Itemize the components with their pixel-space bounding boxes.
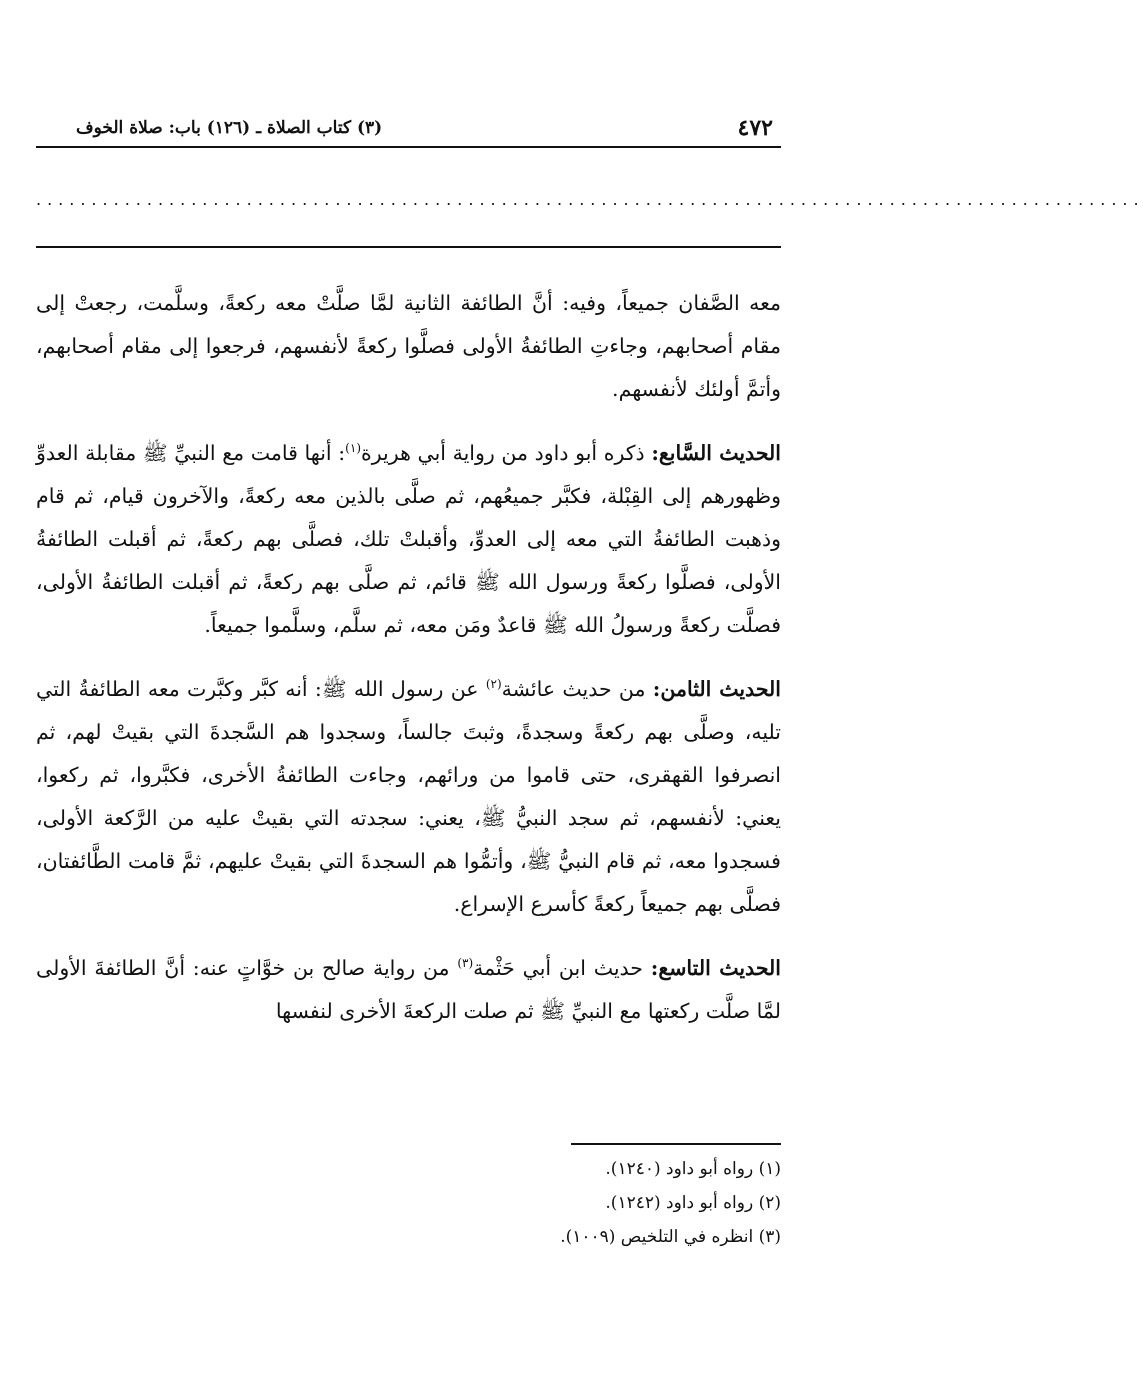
hadith-8-text-b: عن رسول الله ﷺ: أنه كبَّر وكبَّرت معه الطائفةُ التي تليه، وصلَّى بهم ركعةً وسجدةً، وثبتَ جالساً، وسجدوا هم السَّجدةَ التي بقيتْ لهم، ثم انصرفوا القهقرى، حتى قاموا من ورائهم، وجاءت الطائفةُ الأخرى، فكبَّروا، ثم ركعوا، يعني: لأنفسهم، ثم سجد النبيُّ ﷺ، يعني: سجدته التي بقيتْ عليه من الرَّكعة الأولى، فسجدوا معه، ثم قام النبيُّ ﷺ، وأتمُّوا هم السجدةَ التي بقيتْ عليهم، ثمَّ قامت الطَّائفتان، فصلَّى بهم جميعاً ركعةً كأسرع الإسراع. (36, 677, 781, 916)
hadith-7-title: الحديث السَّابع: (651, 441, 781, 465)
main-text (36, 282, 781, 1054)
hadith-7-text-b: : أنها قامت مع النبيِّ ﷺ مقابلة العدوِّ وظهورهم إلى القِبْلة، فكبَّر جميعُهم، ثم صلَّى بالذين معه ركعةً، والآخرون قيام، ثم قام وذهبت الطائفةُ التي معه إلى العدوِّ، وأقبلتْ تلك، فصلَّى بهم ركعةً، ثم أقبلت الطائفةُ الأولى، فصلَّوا ركعةً ورسول الله ﷺ قائم، ثم صلَّى بهم ركعةً، ثم أقبلت الطائفةُ الأولى، فصلَّت ركعةً ورسولُ الله ﷺ قاعدٌ ومَن معه، ثم سلَّم، وسلَّموا جميعاً. (36, 441, 781, 637)
footnote-ref-2[interactable]: (٢) (485, 677, 502, 692)
page-number: ٤٧٢ (737, 115, 773, 141)
footnote-3: (٣) انظره في التلخيص (١٠٠٩). (560, 1227, 781, 1247)
running-title: (٣) كتاب الصلاة ـ (١٢٦) باب: صلاة الخوف (76, 118, 383, 138)
paragraph-hadith-7 (36, 432, 781, 647)
hadith-8-title: الحديث الثامن: (652, 677, 781, 701)
page-header (36, 110, 781, 148)
paragraph-hadith-8 (36, 668, 781, 926)
paragraph-hadith-9 (36, 947, 781, 1033)
footnote-separator (571, 1143, 781, 1145)
hadith-9-title: الحديث التاسع: (650, 956, 781, 980)
footnotes (36, 1152, 781, 1254)
hadith-8-text-a: من حديث عائشة (501, 677, 646, 701)
separator-rule (36, 246, 781, 248)
hadith-7-text-a: ذكره أبو داود من رواية أبي هريرة (361, 441, 645, 465)
hadith-9-text-b: من رواية صالح بن خوَّاتٍ عنه: أنَّ الطائفةَ الأولى لمَّا صلَّت ركعتها مع النبيِّ ﷺ ثم صلت الركعةَ الأخرى لنفسها (36, 956, 781, 1023)
paragraph-1: معه الصَّفان جميعاً، وفيه: أنَّ الطائفة الثانية لمَّا صلَّتْ معه ركعةً، وسلَّمت، رجعتْ إلى مقام أصحابهم، وجاءتِ الطائفةُ الأولى فصلَّوا ركعةً لأنفسهم، فرجعوا إلى مقام أصحابهم، وأتمَّ أولئك لأنفسهم. (36, 291, 781, 401)
hadith-9-text-a: حديث ابن أبي حَثْمة (473, 956, 643, 980)
footnote-ref-3[interactable]: (٣) (457, 956, 474, 971)
footnote-1: (١) رواه أبو داود (١٢٤٠). (605, 1159, 781, 1179)
omission-dots: .................................................................................................... (36, 190, 1145, 209)
footnote-2: (٢) رواه أبو داود (١٢٤٢). (605, 1193, 781, 1213)
footnote-ref-1[interactable]: (١) (345, 441, 361, 456)
